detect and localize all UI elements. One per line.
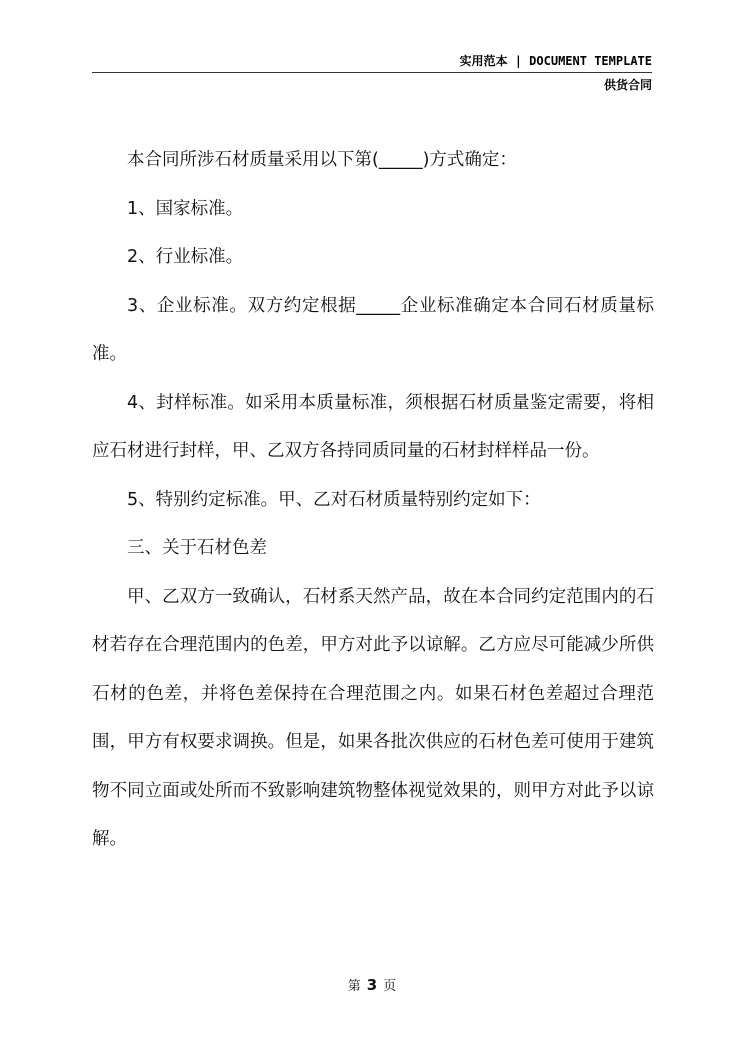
paragraph-special-standard: 5、特别约定标准。甲、乙对石材质量特别约定如下： <box>127 489 541 510</box>
paragraph-sample-standard: 4、封样标准。如采用本质量标准，须根据石材质量鉴定需要，将相应石材进行封样，甲、乙双方各持同质同量的石材封样样品一份。 <box>92 392 654 461</box>
page-footer <box>0 975 744 994</box>
section-heading-color-difference: 三、关于石材色差 <box>127 538 267 558</box>
paragraph-industry-standard: 2、行业标准。 <box>127 247 244 267</box>
header-title: 实用范本 | DOCUMENT TEMPLATE <box>459 54 652 68</box>
paragraph-national-standard: 1、国家标准。 <box>127 198 244 219</box>
header-divider <box>92 72 652 73</box>
paragraph-quality-method: 本合同所涉石材质量采用以下第(_____)方式确定： <box>127 150 517 170</box>
footer-suffix: 页 <box>383 979 397 994</box>
document-body <box>92 136 654 864</box>
header-subtitle: 供货合同 <box>603 78 652 92</box>
page-number: 3 <box>366 976 378 994</box>
footer-prefix: 第 <box>347 979 361 994</box>
page-header <box>92 52 652 96</box>
paragraph-enterprise-standard: 3、企业标准。双方约定根据_____企业标准确定本合同石材质量标准。 <box>92 295 654 364</box>
paragraph-color-difference: 甲、乙双方一致确认，石材系天然产品，故在本合同约定范围内的石材若存在合理范围内的色差，甲方对此予以谅解。乙方应尽可能减少所供石材的色差，并将色差保持在合理范围之内。如果石材色差超过合理范围，甲方有权要求调换。但是，如果各批次供应的石材色差可使用于建筑物不同立面或处所而不致影响建筑物整体视觉效果的，则甲方对此予以谅解。 <box>92 586 654 849</box>
